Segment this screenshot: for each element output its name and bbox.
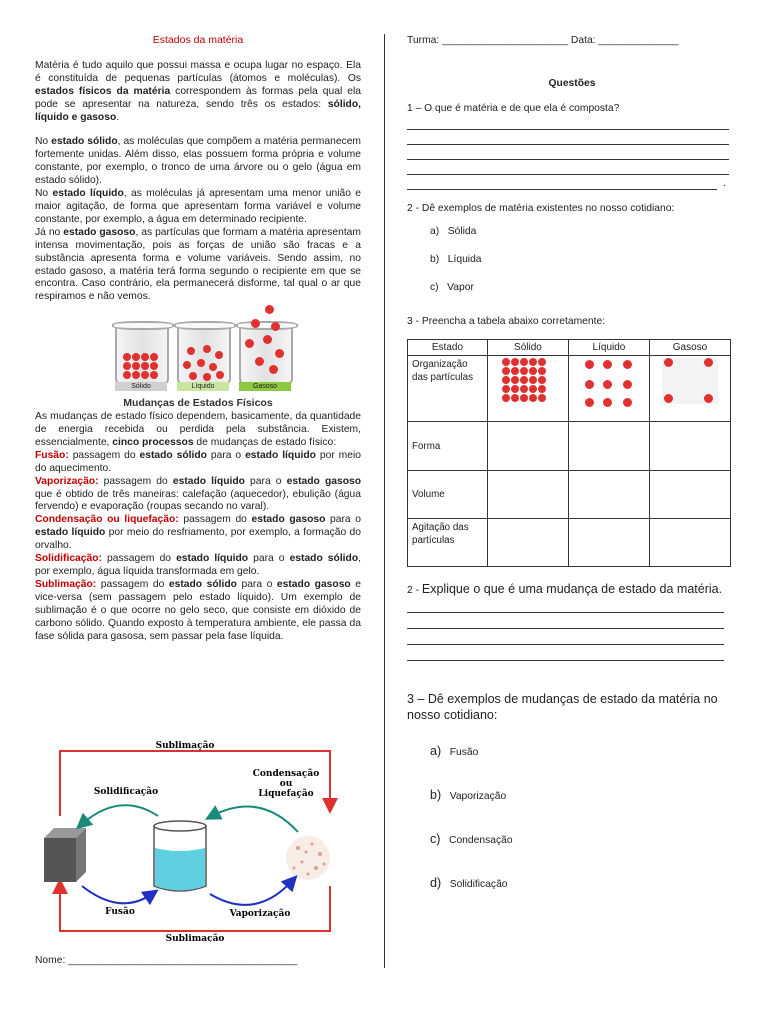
solid-cube [44,828,86,882]
row-label-organizacao: Organização das partículas [408,356,488,422]
solid-beaker [115,325,169,385]
sublimacao-def: Sublimação: passagem do estado sólido para o estado gasoso e vice-versa (sem passagem pelo estado líquido). Um exemplo de sublimação é o que ocorre no gelo seco, que consiste em dióxido de carbono sólido. Quando exposto à temperatura ambiente, ele passa da fase sólida para gasosa, sem passar pela fase líquida. [35,578,361,642]
condensation-arrow [212,807,298,832]
q2-option-b: b) Líquida [430,254,482,265]
q2-option-c: c) Vapor [430,282,474,293]
left-column [35,34,361,643]
changes-title: Mudanças de Estados Físicos [123,397,273,410]
liquid-glass [154,821,206,891]
states-beakers-figure [111,313,301,397]
q3b-option-c: c) Condensação [430,832,513,846]
table-header-estado: Estado [408,340,488,356]
vaporization-label: Vaporização [229,909,291,919]
q3b-option-b: b) Vaporização [430,788,507,802]
volume-gasoso-cell[interactable] [649,471,730,519]
row-label-forma: Forma [408,422,488,471]
states-table [407,339,731,567]
question-3: 3 - Preencha a tabela abaixo corretamente: [407,316,606,327]
condensation-or-label: ou [279,779,293,789]
table-header-solido: Sólido [487,340,568,356]
name-field[interactable]: Nome: ________________________________________ [35,955,298,966]
intro-paragraph: Matéria é tudo aquilo que possui massa e ocupa lugar no espaço. Ela é constituída de pequenas partículas (átomos e moléculas). Os estados físicos da matéria correspondem às formas pela qual ela pode se apresentar na natureza, sendo três os estados: sólido, líquido e gasoso. [35,59,361,123]
gas-paragraph: Já no estado gasoso, as partículas que formam a matéria apresentam intensa movimentação, pois as forças de união são fracas e a substância apresenta forma e volume variáveis. Sendo assim, no estado gasoso, a matéria terá forma segundo o recipiente em que se encontra. Caso contrário, ela permanecerá disforme, tal qual o ar que respiramos e não vemos. [35,226,361,303]
solidificacao-def: Solidificação: passagem do estado líquido para o estado sólido, por exemplo, água líquida transformada em gelo. [35,553,361,577]
phase-change-diagram [30,736,360,942]
question-3b: 3 – Dê exemplos de mudanças de estado da matéria no nosso cotidiano: [407,692,718,722]
solidification-label: Solidificação [93,787,159,797]
vaporizacao-def: Vaporização: passagem do estado líquido para o estado gasoso que é obtido de três maneiras: calefação (aquecedor), ebulição (água fervendo) e evaporação (roupas secando no varal). [35,475,362,513]
table-header-liquido: Líquido [568,340,649,356]
forma-solido-cell[interactable] [487,422,568,471]
condensation-label: Condensação [252,769,320,779]
fusion-label: Fusão [105,907,135,917]
question-1: 1 – O que é matéria e de que ela é composta? [407,103,620,114]
gas-particles-cell [649,356,730,422]
turma-data-field[interactable]: Turma: ______________________ Data: ______________ [407,35,679,46]
gas-label: Gasoso [239,382,291,391]
liquid-label: Líquido [177,382,229,391]
gas-cloud [286,836,330,880]
q3b-option-a: a) Fusão [430,744,479,758]
solidification-arrow [82,805,158,824]
question-2: 2 - Dê exemplos de matéria existentes no nosso cotidiano: [407,203,675,214]
q3b-option-d: d) Solidificação [430,876,508,890]
solid-paragraph: No estado sólido, as moléculas que compõem a matéria permanecem fortemente unidas. Além disso, elas possuem forma própria e volume constante, por exemplo, o tronco de uma árvore ou o gelo (água em estado sólido). [35,136,362,187]
solid-particles-cell [487,356,568,422]
sublimation-top-label: Sublimação [155,741,215,751]
column-divider [384,34,385,968]
volume-liquido-cell[interactable] [568,471,649,519]
table-header-gasoso: Gasoso [649,340,730,356]
questions-title: Questões [548,78,596,89]
agitacao-solido-cell[interactable] [487,519,568,567]
solid-label: Sólido [115,382,167,391]
fusao-def: Fusão: passagem do estado sólido para o estado líquido por meio do aquecimento. [35,449,361,474]
volume-solido-cell[interactable] [487,471,568,519]
gas-beaker [239,325,293,385]
changes-intro: As mudanças de estado físico dependem, basicamente, da quantidade de energia recebida ou perdida pela substância. Existem, essencialmente, cinco processos de mudanças de estado físico: [35,411,361,448]
sublimation-bottom-label: Sublimação [165,934,225,942]
forma-liquido-cell[interactable] [568,422,649,471]
liquid-particles-cell [568,356,649,422]
agitacao-liquido-cell[interactable] [568,519,649,567]
liquid-paragraph: No estado líquido, as moléculas já apresentam uma menor união e maior agitação, de forma que apresentam forma variável e volume constante, por exemplo, a água em determinado recipiente. [35,188,361,225]
question-2b: 2 - Explique o que é uma mudança de estado da matéria. [407,582,723,596]
liquefaction-label: Liquefação [258,789,314,799]
row-label-volume: Volume [408,471,488,519]
page-title: Estados da matéria [152,34,244,46]
right-column [407,34,737,891]
q2b-answer-lines[interactable] [407,597,737,661]
liquid-beaker [177,325,231,385]
condensacao-def: Condensação ou liquefação: passagem do estado gasoso para o estado líquido por meio do resfriamento, por exemplo, a formação do orvalho. [35,514,362,552]
agitacao-gasoso-cell[interactable] [649,519,730,567]
forma-gasoso-cell[interactable] [649,422,730,471]
q2-option-a: a) Sólida [430,226,477,237]
fusion-arrow [82,886,152,903]
q1-answer-lines[interactable]: . [407,115,737,190]
vaporization-arrow [210,881,292,905]
row-label-agitacao: Agitação das partículas [408,519,488,567]
